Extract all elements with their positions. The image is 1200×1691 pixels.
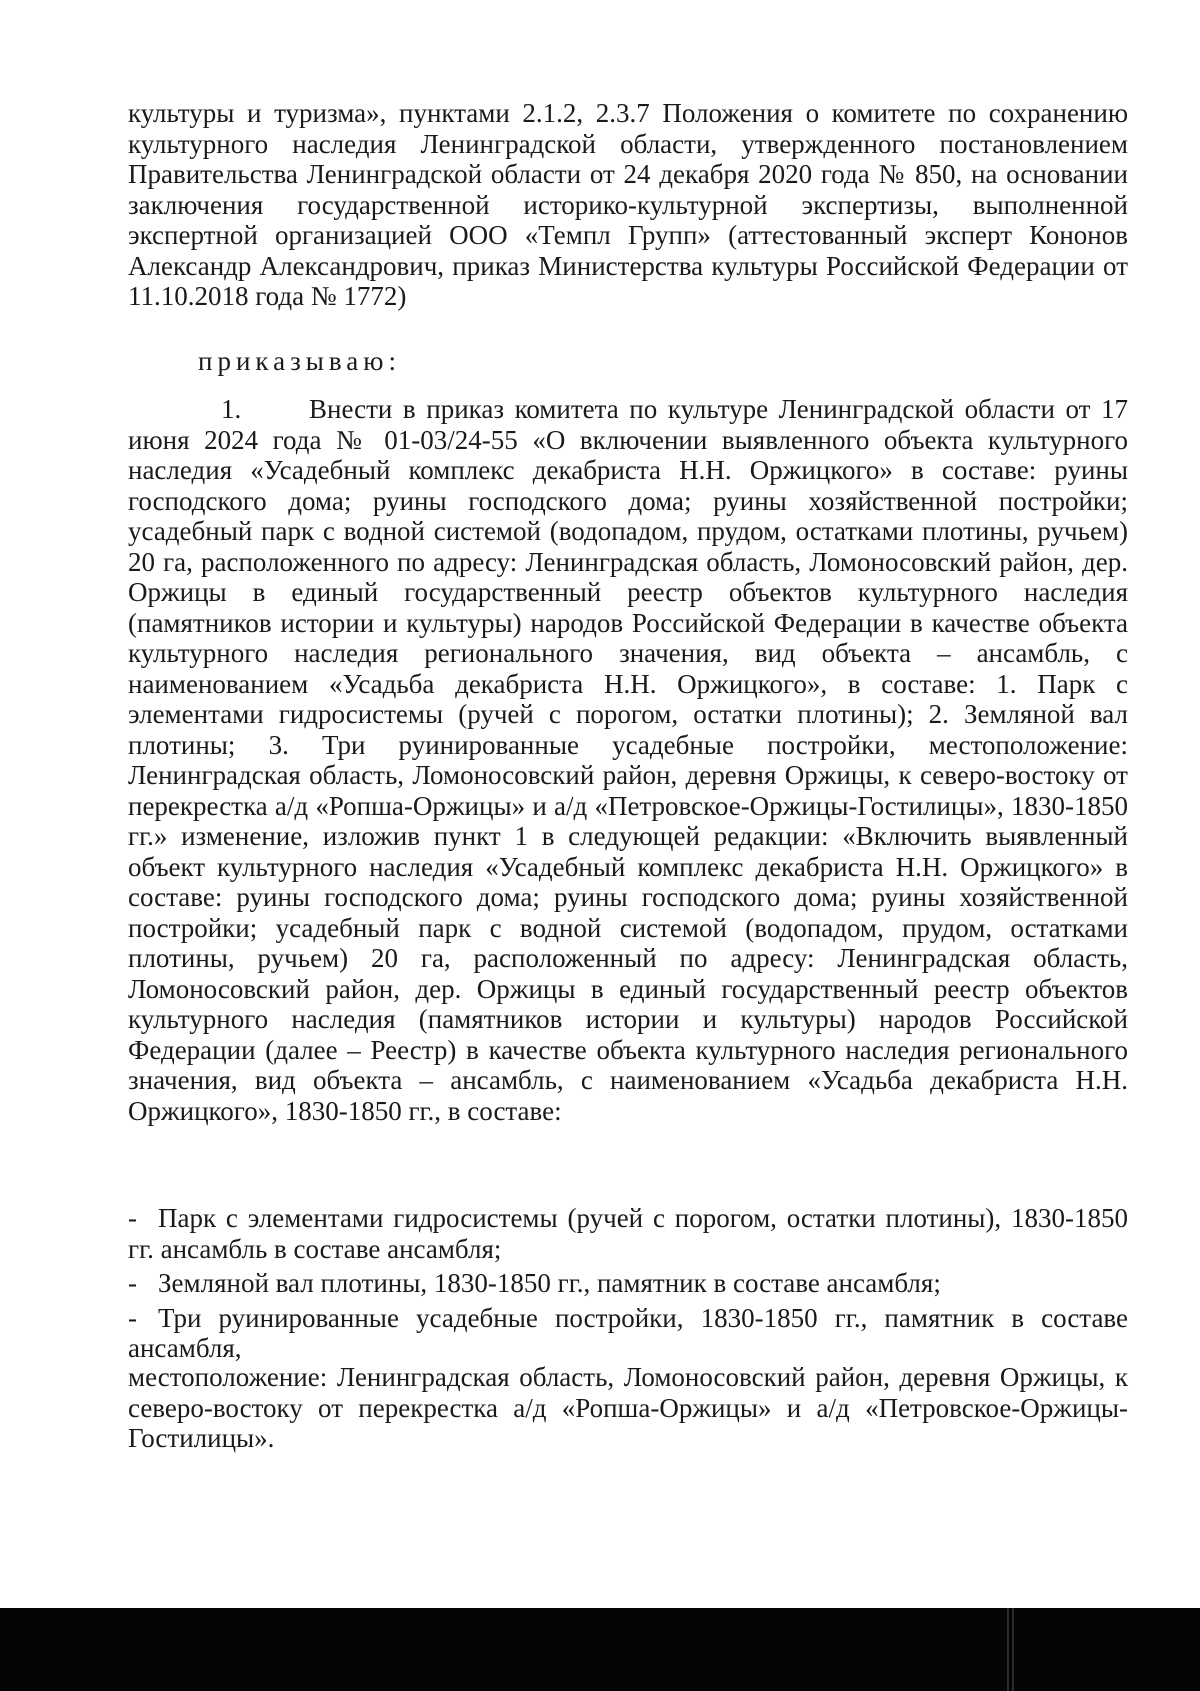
list-dash: -	[128, 1302, 137, 1333]
item-1-paragraph	[128, 394, 1128, 1126]
composition-list	[128, 1203, 1128, 1368]
list-item	[128, 1203, 1128, 1264]
list-dash: -	[128, 1268, 137, 1298]
location-paragraph: местоположение: Ленинградская область, Ломоносовский район, деревня Оржицы, к северо-востоку от перекрестка а/д «Ропша-Оржицы» и а/д «Петровское-Оржицы-Гостилицы».	[128, 1362, 1128, 1453]
scan-border-bar	[0, 1608, 1200, 1691]
list-item-text: Три руинированные усадебные постройки, 1830-1850 гг., памятник в составе ансамбля,	[128, 1302, 1128, 1363]
item-1-text: Внести в приказ комитета по культуре Ленинградской области от 17 июня 2024 года № 01-03/24-55 «О включении выявленного объекта культурного наследия «Усадебный комплекс декабриста Н.Н. Оржицкого» в составе: руины господского дома; руины господского дома; руины хозяйственной постройки; усадебный парк с водной системой (водопадом, прудом, остатками плотины, ручьем) 20 га, расположенного по адресу: Ленинградская область, Ломоносовский район, дер. Оржицы в единый государственный реестр объектов культурного наследия (памятников истории и культуры) народов Российской Федерации в качестве объекта культурного наследия регионального значения, вид объекта – ансамбль, с наименованием «Усадьба декабриста Н.Н. Оржицкого», в составе: 1. Парк с элементами гидросистемы (ручей с порогом, остатки плотины); 2. Земляной вал плотины; 3. Три руинированные усадебные постройки, местоположение: Ленинградская область, Ломоносовский район, деревня Оржицы, к северо-востоку от перекрестка а/д «Ропша-Оржицы» и а/д «Петровское-Оржицы-Гостилицы», 1830-1850 гг.» изменение, изложив пункт 1 в следующей редакции: «Включить выявленный объект культурного наследия «Усадебный комплекс декабриста Н.Н. Оржицкого» в составе: руины господского дома; руины господского дома; руины хозяйственной постройки; усадебный парк с водной системой (водопадом, прудом, остатками плотины, ручьем) 20 га, расположенный по адресу: Ленинградская область, Ломоносовский район, дер. Оржицы в единый государственный реестр объектов культурного наследия (памятников истории и культуры) народов Российской Федерации (далее – Реестр) в качестве объекта культурного наследия регионального значения, вид объекта – ансамбль, с наименованием «Усадьба декабриста Н.Н. Оржицкого», 1830-1850 гг., в составе:	[128, 394, 1128, 1126]
item-number: 1.	[221, 394, 242, 424]
list-item-text: Земляной вал плотины, 1830-1850 гг., памятник в составе ансамбля;	[158, 1268, 941, 1298]
list-dash: -	[128, 1203, 137, 1233]
scan-artifact-line	[1012, 1608, 1014, 1691]
intro-paragraph: культуры и туризма», пунктами 2.1.2, 2.3.7 Положения о комитете по сохранению культурного наследия Ленинградской области, утвержденного постановлением Правительства Ленинградской области от 24 декабря 2020 года № 850, на основании заключения государственной историко-культурной экспертизы, выполненной экспертной организацией ООО «Темпл Групп» (аттестованный эксперт Кононов Александр Александрович, приказ Министерства культуры Российской Федерации от 11.10.2018 года № 1772)	[128, 98, 1128, 311]
list-item	[128, 1268, 1128, 1299]
list-item	[128, 1303, 1128, 1364]
scan-artifact-line	[1007, 1608, 1009, 1691]
list-item-text: Парк с элементами гидросистемы (ручей с порогом, остатки плотины), 1830-1850 гг. ансамбль в составе ансамбля;	[128, 1203, 1128, 1264]
decree-word: приказываю:	[198, 346, 401, 376]
